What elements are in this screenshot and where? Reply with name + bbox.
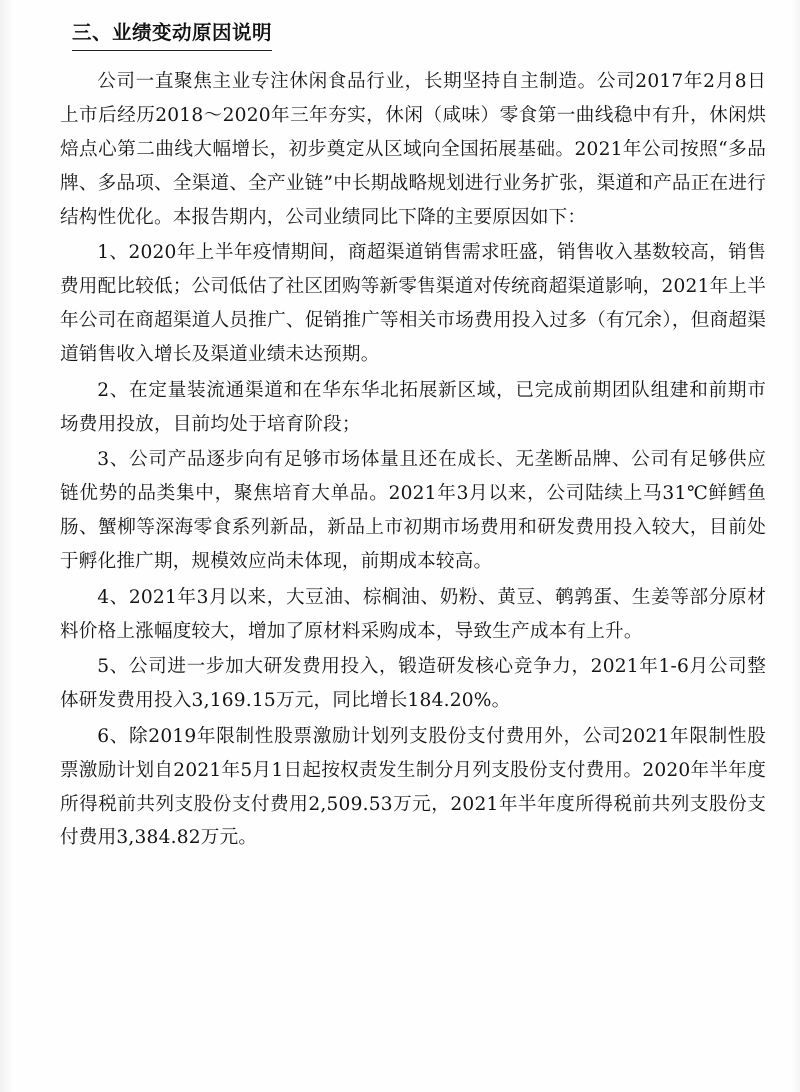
paragraph-intro: 公司一直聚焦主业专注休闲食品行业，长期坚持自主制造。公司2017年2月8日上市后经历2018～2020年三年夯实，休闲（咸味）零食第一曲线稳中有升，休闲烘焙点心第二曲线大幅增长，初步奠定从区域向全国拓展基础。2021年公司按照“多品牌、多品项、全渠道、全产业链”中长期战略规划进行业务扩张，渠道和产品正在进行结构性优化。本报告期内，公司业绩同比下降的主要原因如下： [60, 71, 766, 228]
section-heading [72, 18, 766, 51]
paragraph-item-3: 3、公司产品逐步向有足够市场体量且还在成长、无垄断品牌、公司有足够供应链优势的品类集中，聚焦培育大单品。2021年3月以来，公司陆续上马31℃鲜鳕鱼肠、蟹柳等深海零食系列新品，新品上市初期市场费用和研发费用投入较大，目前处于孵化推广期，规模效应尚未体现，前期成本较高。 [60, 449, 766, 572]
paragraph-item-2: 2、在定量装流通渠道和在华东华北拓展新区域，已完成前期团队组建和前期市场费用投放，目前均处于培育阶段； [60, 379, 766, 435]
paragraph-item-6: 6、除2019年限制性股票激励计划列支股份支付费用外，公司2021年限制性股票激励计划自2021年5月1日起按权责发生制分月列支股份支付费用。2020年半年度所得税前共列支股份支付费用2,509.53万元，2021年半年度所得税前共列支股份支付费用3,384.82万元。 [60, 725, 766, 849]
paragraph-item-5: 5、公司进一步加大研发费用投入，锻造研发核心竞争力，2021年1-6月公司整体研发费用投入3,169.15万元，同比增长184.20%。 [60, 656, 766, 712]
paragraph-item-4: 4、2021年3月以来，大豆油、棕榈油、奶粉、黄豆、鹌鹑蛋、生姜等部分原材料价格上涨幅度较大，增加了原材料采购成本，导致生产成本有上升。 [60, 586, 766, 642]
paragraph-item-1: 1、2020年上半年疫情期间，商超渠道销售需求旺盛，销售收入基数较高，销售费用配比较低；公司低估了社区团购等新零售渠道对传统商超渠道影响，2021年上半年公司在商超渠道人员推广、促销推广等相关市场费用投入过多（有冗余），但商超渠道销售收入增长及渠道业绩未达预期。 [60, 242, 766, 365]
section-heading-text: 三、业绩变动原因说明 [72, 18, 272, 51]
